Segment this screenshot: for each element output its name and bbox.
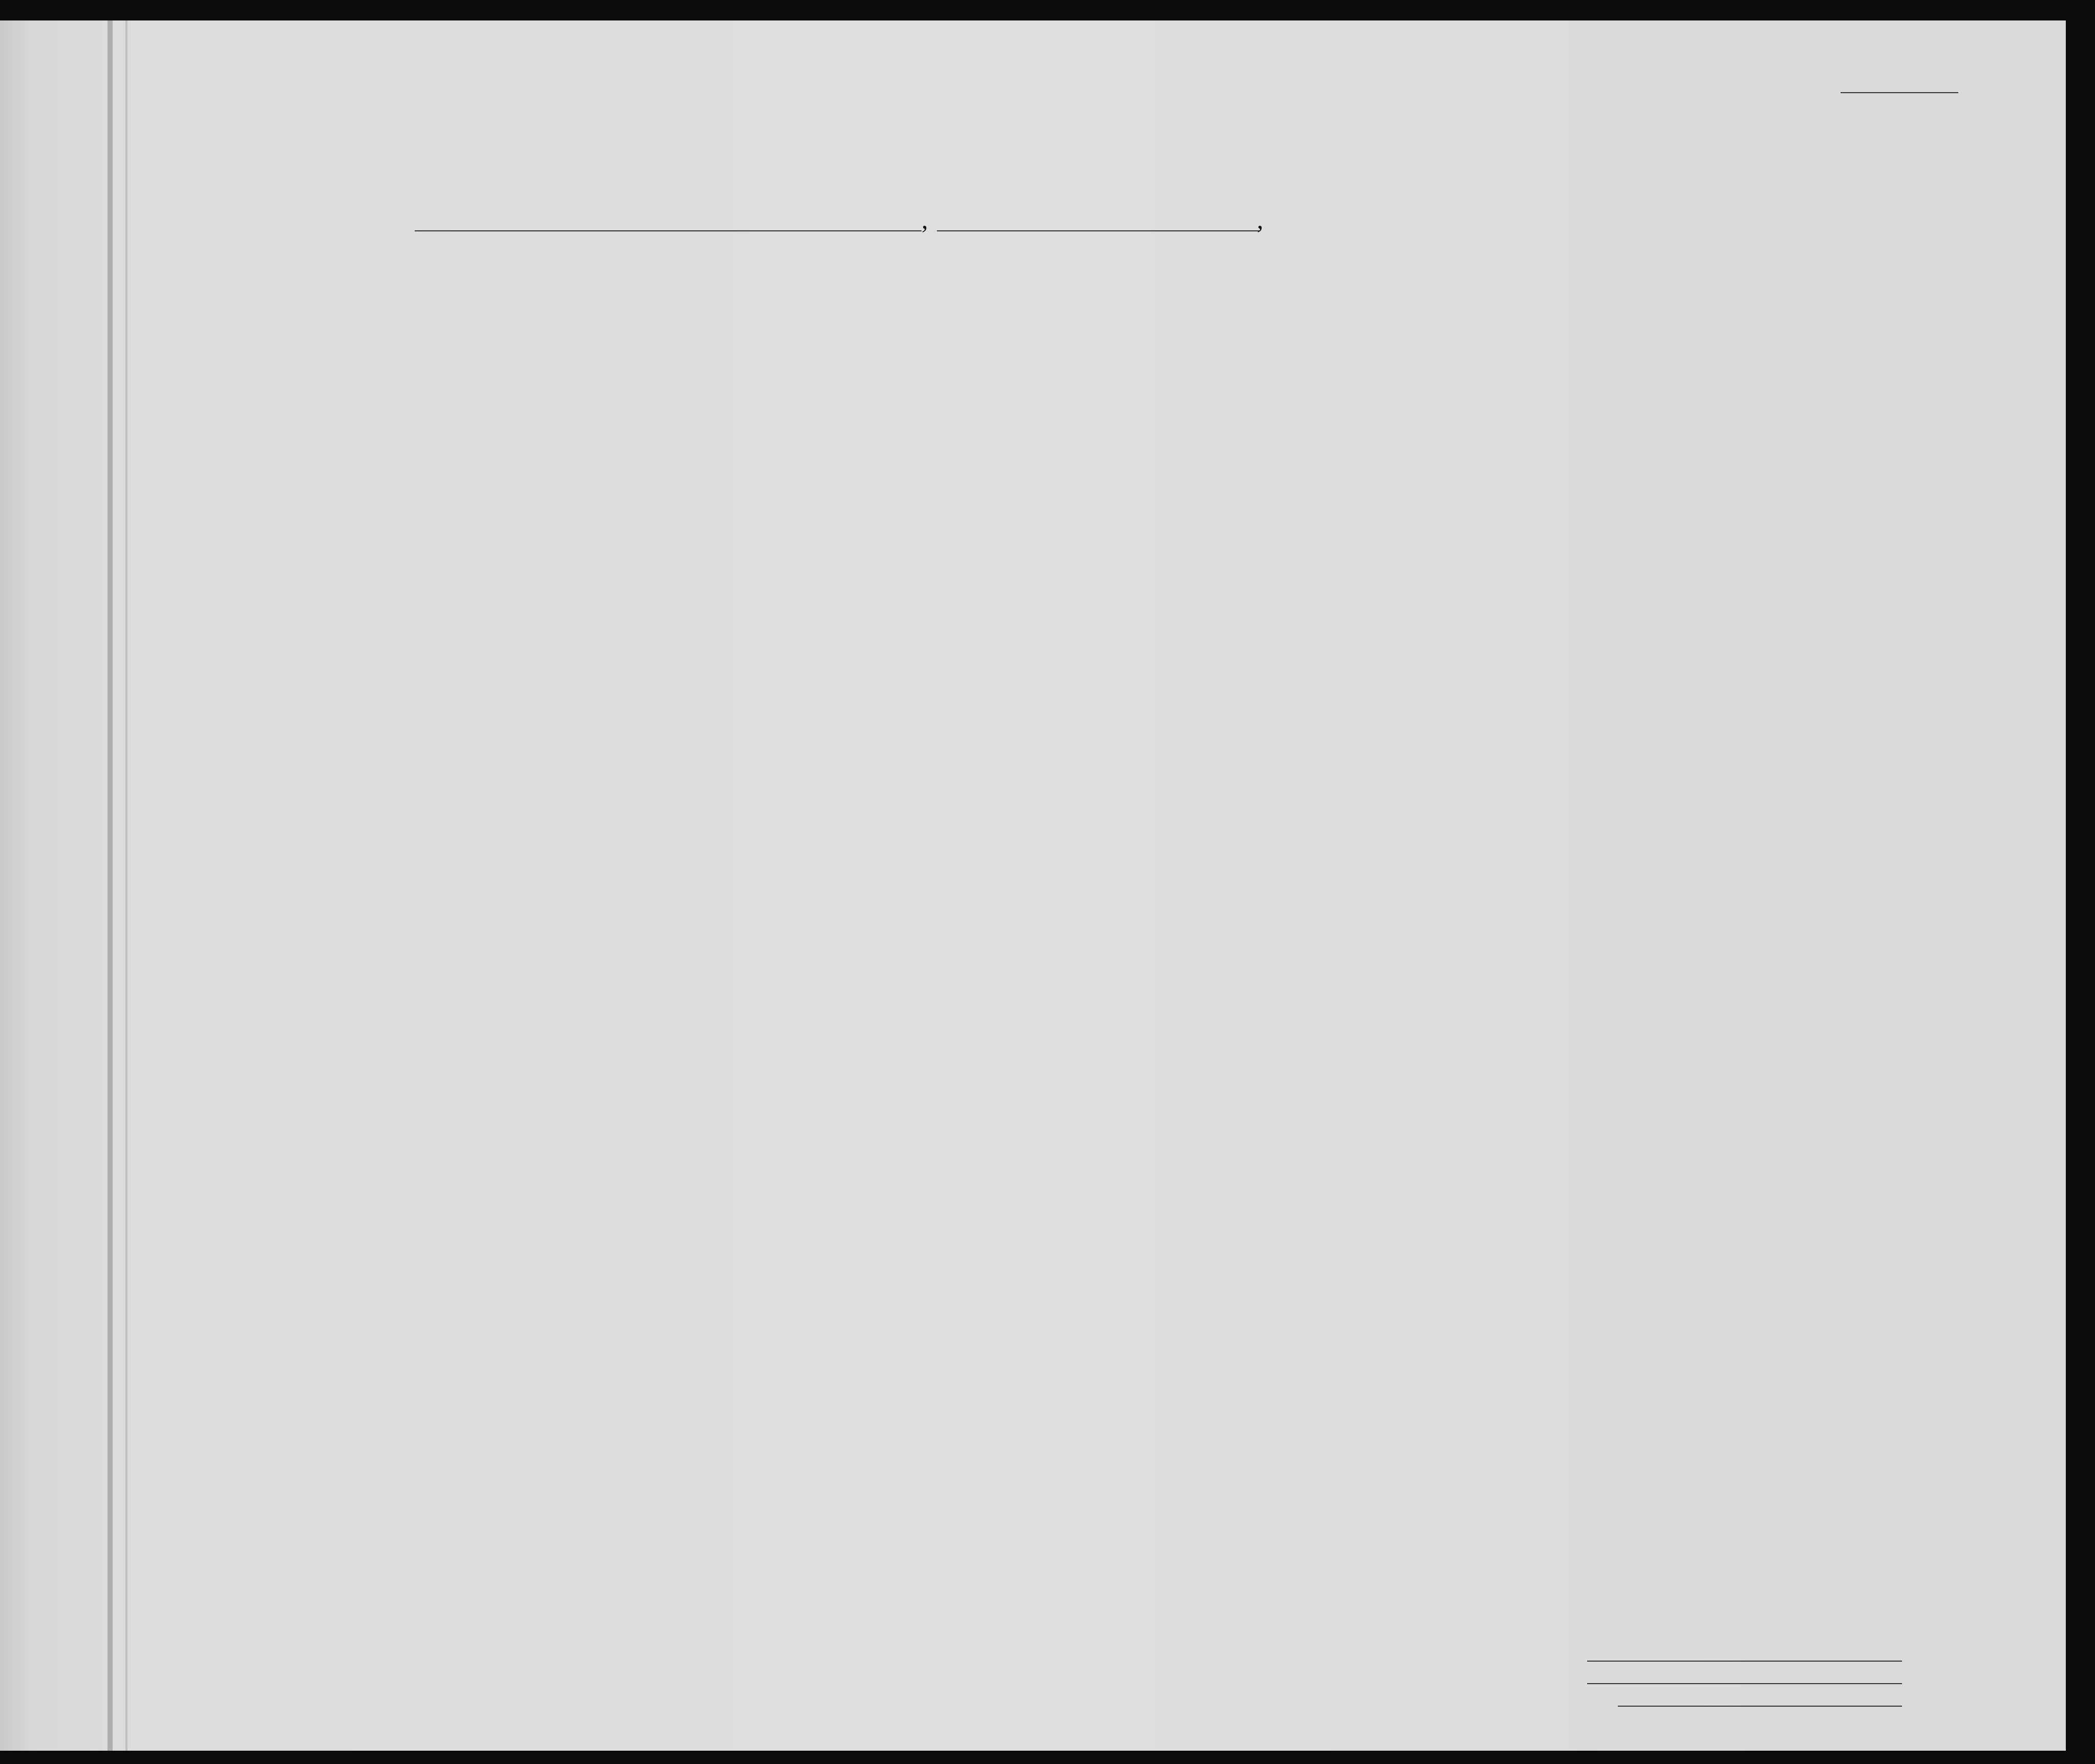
date-underline (937, 230, 1259, 231)
page-fold-left (108, 20, 113, 1751)
page-fold-right (125, 20, 127, 1751)
comma-1: , (922, 205, 928, 234)
port-underline (415, 230, 922, 231)
line-underline (1587, 1661, 1902, 1662)
manifest-sheet (0, 20, 2066, 1751)
list-underline (1841, 92, 1958, 93)
agents-underline (1618, 1706, 1902, 1707)
owners-underline (1587, 1683, 1902, 1684)
comma-2: , (1257, 205, 1264, 234)
